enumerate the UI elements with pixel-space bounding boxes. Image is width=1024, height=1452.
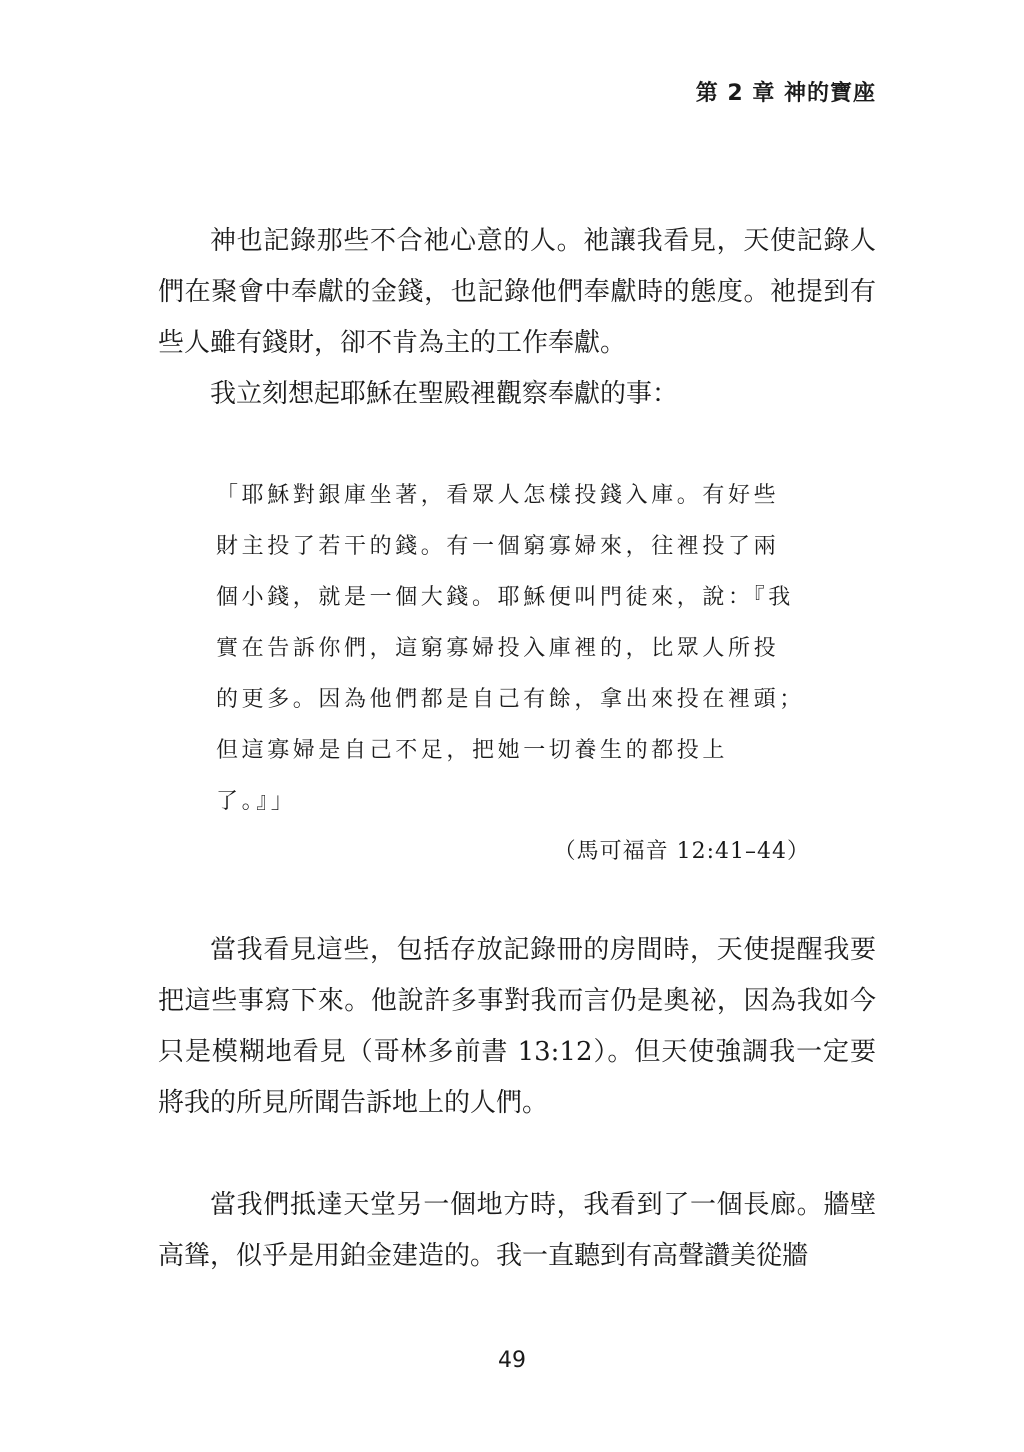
quote-line: 財主投了若干的錢。有一個窮寡婦來，往裡投了兩 [216, 534, 780, 559]
body-section-top [158, 216, 876, 420]
quote-line: 個小錢，就是一個大錢。耶穌便叫門徒來，說：『我 [216, 585, 794, 610]
paragraph: 神也記錄那些不合祂心意的人。祂讓我看見，天使記錄人們在聚會中奉獻的金錢，也記錄他們奉獻時的態度。祂提到有些人雖有錢財，卻不肯為主的工作奉獻。 [158, 226, 876, 358]
body-section-bottom [158, 1180, 876, 1282]
paragraph: 我立刻想起耶穌在聖殿裡觀察奉獻的事： [210, 379, 679, 409]
paragraph: 當我們抵達天堂另一個地方時，我看到了一個長廊。牆壁高聳，似乎是用鉑金建造的。我一直聽到有高聲讚美從牆 [158, 1190, 876, 1271]
quote-line: 「耶穌對銀庫坐著，看眾人怎樣投錢入庫。有好些 [216, 483, 780, 508]
running-header: 第 2 章 神的寶座 [695, 81, 876, 106]
scripture-reference: （馬可福音 12:41–44） [553, 839, 810, 864]
quote-line: 了。』」 [216, 789, 297, 814]
quote-line: 但這寡婦是自己不足，把她一切養生的都投上 [216, 738, 729, 763]
scripture-quote [216, 470, 822, 827]
quote-line: 的更多。因為他們都是自己有餘，拿出來投在裡頭； [216, 687, 805, 712]
page-number: 49 [498, 1348, 526, 1373]
body-section-middle [158, 925, 876, 1129]
paragraph: 當我看見這些，包括存放記錄冊的房間時，天使提醒我要把這些事寫下來。他說許多事對我而言仍是奧祕，因為我如今只是模糊地看見（哥林多前書 13:12）。但天使強調我一定要將我的所見所聞告訴地上的人們。 [158, 935, 876, 1118]
quote-line: 實在告訴你們，這窮寡婦投入庫裡的，比眾人所投 [216, 636, 780, 661]
